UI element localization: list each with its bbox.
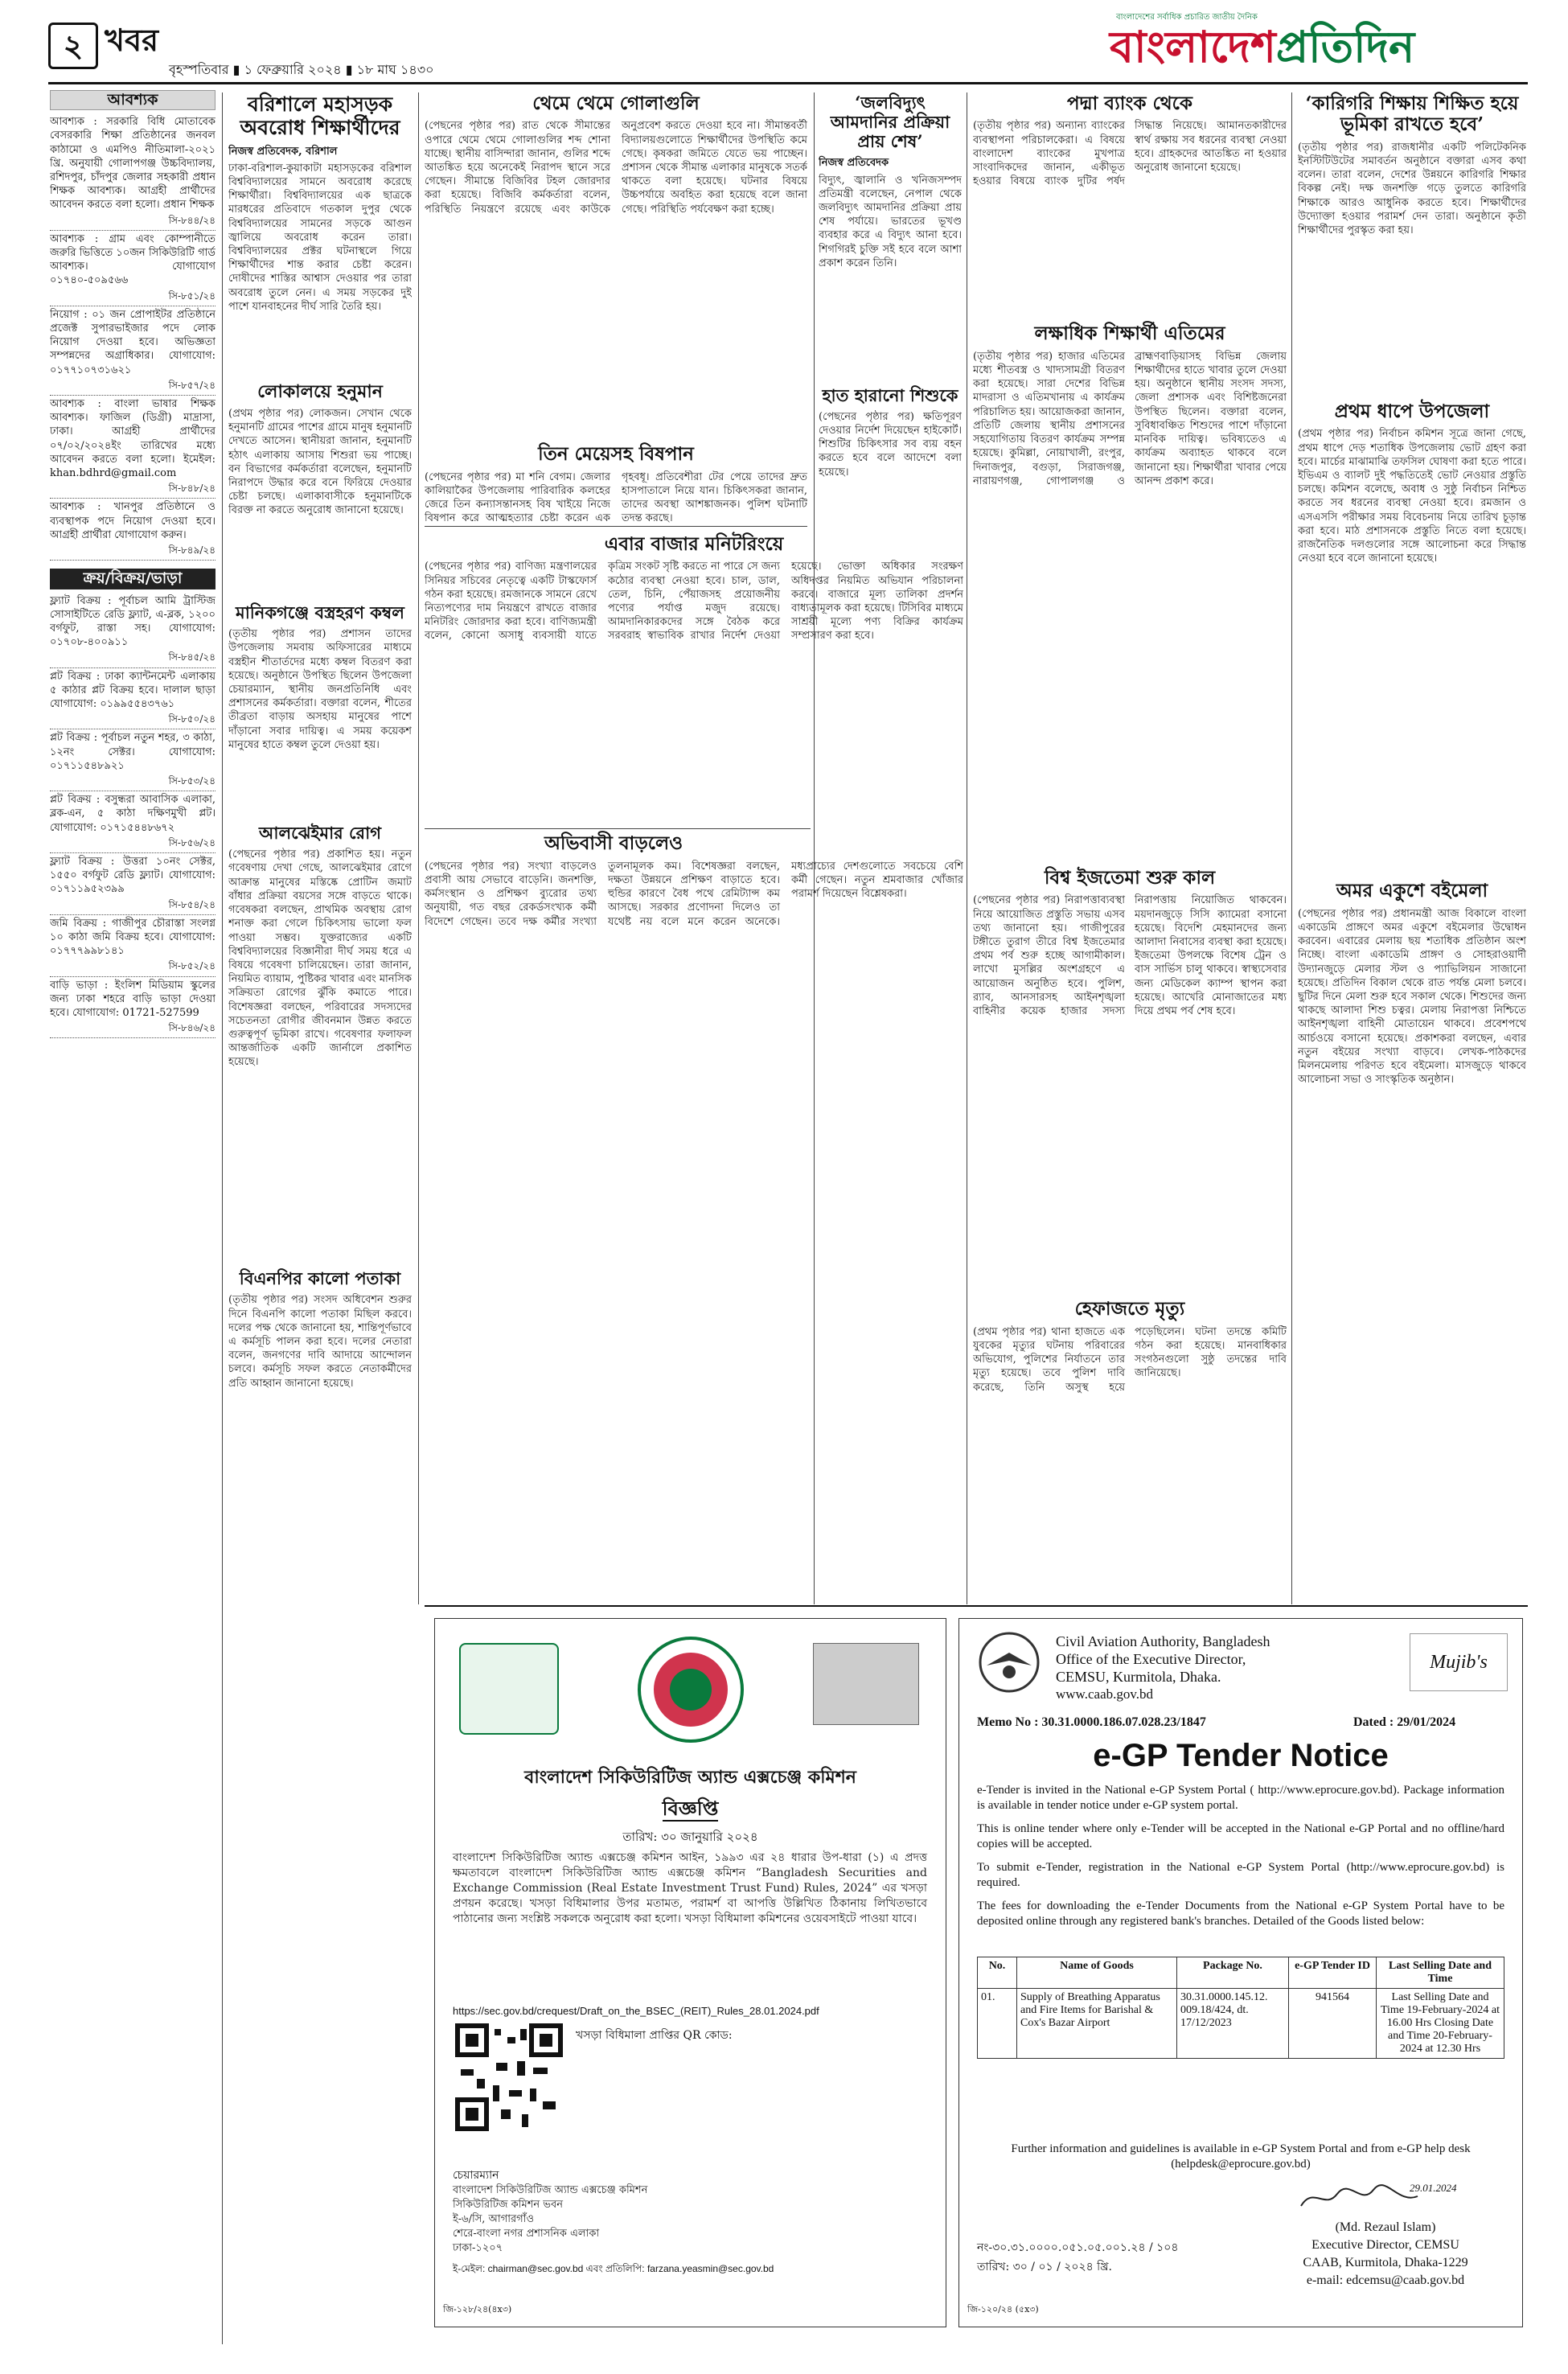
headline-tin-mese: তিন মেয়েসহ বিষপান (538, 443, 694, 466)
classified-ad: নিয়োগ : ০১ জন প্রোপাইটর প্রতিষ্ঠানে প্রজেক্ট সুপারভাইজার পদে লোক নিয়োগ দেওয়া হবে। অভিজ্ঞতা সম্পন্নদের অগ্রাধিকার। যোগাযোগ: ০১৭৭১০৭৩১৬২১ সি-৮৫৭/২৪ (50, 306, 215, 396)
article-text: (প্রথম পৃষ্ঠার পর) থানা হাজতে এক যুবকের মৃত্যুর ঘটনায় পরিবারের অভিযোগ, পুলিশের নির্যাতনে তার মৃত্যু হয়েছে। তবে পুলিশ দাবি করেছে, তিনি অসুস্থ হয়ে পড়েছিলেন। ঘটনা তদন্তে কমিটি গঠন করা হয়েছে। মানবাধিকার সংগঠনগুলো সুষ্ঠু তদন্তের দাবি জানিয়েছে। (973, 1325, 1287, 1394)
classified-ad: প্লট বিক্রয় : ঢাকা ক্যান্টনমেন্ট এলাকায় ৫ কাঠার প্লট বিক্রয় হবে। দালাল ছাড়া যোগাযোগ: ০১৯৯৫৫৪৩৭৬১ সি-৮৫০/২৪ (50, 668, 215, 730)
ads-list-1 (50, 113, 215, 561)
news-column-2 (228, 90, 412, 1602)
classified-ad: আবশ্যক : বাংলা ভাষার শিক্ষক আবশ্যক। ফাজিল (ডিগ্রী) মাদ্রাসা, ঢাকা। আগ্রহী প্রার্থীদের ০৭/০২/২০২৪ইং তারিখের মধ্যে আবেদন করতে বলা হলো। ইমেইল: khan.bdhrd@gmail.com সি-৮৪৮/২৪ (50, 396, 215, 499)
table-cell: 30.31.0000.145.12. 009.18/424, dt. 17/12/2023 (1177, 1989, 1289, 2059)
mujib-logo-text: Mujib's (1430, 1652, 1488, 1673)
tender-table (977, 1957, 1504, 2059)
signature-icon (1297, 2182, 1426, 2214)
caab-emblem (977, 1630, 1041, 1694)
signature-graphic (1297, 2182, 1426, 2214)
masthead-name-2: প্রতিদিন (1275, 22, 1415, 72)
bsec-title-text: বিজ্ঞপ্তি (662, 1797, 719, 1820)
headline-bazar: এবার বাজার মনিটরিংয়ে (604, 533, 784, 555)
headline-lokkhadhik: লক্ষাধিক শিক্ষার্থী এতিমের (1034, 322, 1225, 345)
table-row (978, 1989, 1504, 2059)
col-header: Last Selling Date and Time (1377, 1957, 1504, 1989)
column-rule (418, 92, 419, 1604)
article-text: ঢাকা-বরিশাল-কুয়াকাটা মহাসড়কের বরিশাল বিশ্ববিদ্যালয়ের সামনে অবরোধ করেছে শিক্ষার্থীরা। বিশ্ববিদ্যালয়ের এক ছাত্রকে মারধরের প্রতিবাদে গতকাল দুপুর থেকে বিশ্ববিদ্যালয়ের সামনের সড়কে আগুন জ্বালিয়ে অবরোধ করেন তারা। বিশ্ববিদ্যালয়ের প্রক্টর ঘটনাস্থলে গিয়ে শিক্ষার্থীদের শান্ত করার চেষ্টা করেন। দোষীদের শাস্তির আশ্বাস দেওয়ার পর তারা অবরোধ তুলে নেন। এ সময় সড়কের দুই পাশে যানবাহনের দীর্ঘ সারি তৈরি হয়। (228, 162, 412, 313)
article-text: (প্রথম পৃষ্ঠার পর) নির্বাচন কমিশন সূত্রে জানা গেছে, প্রথম ধাপে দেড় শতাধিক উপজেলায় ভোট গ্রহণ করা হবে। মার্চের মাঝামাঝি তফসিল ঘোষণা করা হতে পারে। ইভিএম ও ব্যালট দুই পদ্ধতিতেই ভোট নেওয়ার প্রস্তুতি চলছে। কমিশন বলেছে, অবাধ ও সুষ্ঠু নির্বাচন নিশ্চিত করতে সব ধরনের ব্যবস্থা নেওয়া হবে। রমজান ও এসএসসি পরীক্ষার সময় বিবেচনায় নিয়ে তারিখ চূড়ান্ত করা হবে। মাঠ প্রশাসনকে প্রস্তুতি নিতে বলা হয়েছে। রাজনৈতিক দলগুলোর সঙ্গে আলোচনা করে সিদ্ধান্ত নেওয়া হবে বলে জানানো হয়েছে। (1298, 428, 1526, 565)
tender-para-2: This is online tender where only e-Tender will be accepted in the National e-GP Portal and no offline/hard copies will be accepted. (977, 1822, 1504, 1850)
bsec-date: তারিখ: ৩০ জানুয়ারি ২০২৪ (622, 1830, 758, 1844)
classifieds-heading: আবশ্যক (50, 90, 215, 110)
header-rule (48, 82, 1528, 84)
tender-notice (958, 1618, 1523, 2327)
headline-karigori: ‘কারিগরি শিক্ষায় শিক্ষিত হয়ে ভূমিকা রাখতে হবে’ (1305, 92, 1519, 136)
news-column-6 (1298, 90, 1526, 1602)
byline: নিজস্ব প্রতিবেদক, বরিশাল (228, 145, 338, 158)
tender-footer: Further information and guidelines is available in e-GP System Portal and from e-GP help desk (helpdesk@eprocure.gov.bd) (1011, 2142, 1471, 2171)
bsec-body: বাংলাদেশ সিকিউরিটিজ অ্যান্ড এক্সচেঞ্জ কমিশন আইন, ১৯৯৩ এর ২৪ ধারার উপ-ধারা (১) এ প্রদত্ত ক্ষমতাবলে বাংলাদেশ সিকিউরিটিজ অ্যান্ড এক্সচেঞ্জ কমিশন “Bangladesh Securities and Exchange Commission (Real Estate Investment Trust Fund) Rules, 2024” এর খসড়া প্রণয়ন করেছে। খসড়া বিধিমালার উপর মতামত, পরামর্শ বা আপত্তি উল্লিখিত ঠিকানায় লিখিতভাবে পাঠানোর জন্য সংশ্লিষ্ট সকলকে অনুরোধ করা হলো। খসড়া বিধিমালা কমিশনের ওয়েবসাইটে পাওয়া যাবে। (453, 1851, 927, 1925)
signer-email: e-mail: edcemsu@caab.gov.bd (1306, 2273, 1465, 2287)
headline-padma: পদ্মা ব্যাংক থেকে (1066, 92, 1193, 114)
page-number-box (48, 23, 98, 69)
col-header: No. (978, 1957, 1017, 1989)
news-column-5 (973, 90, 1287, 1602)
tender-ref-no: নং-৩০.৩১.০০০০.০৫১.০৫.০০১.২৪ / ১০৪ (977, 2241, 1179, 2254)
classified-ad: আবশ্যক : সরকারি বিধি মোতাবেক বেসরকারি শিক্ষা প্রতিষ্ঠানের জনবল কাঠামো ও এমপিও নীতিমালা-২০২১ খ্রি. অনুযায়ী গোলাপগঞ্জ উচ্চবিদ্যালয়, রশিদপুর, চাঁদপুর জেলার সহকারী প্রধান শিক্ষক আবশ্যক। আগ্রহী প্রার্থীদের আবেদন করতে বলা হলো। প্রধান শিক্ষক সি-৮৪৪/২৪ (50, 113, 215, 231)
article-text: (তৃতীয় পৃষ্ঠার পর) রাজধানীর একটি পলিটেকনিক ইনস্টিটিউটের সমাবর্তন অনুষ্ঠানে বক্তারা এসব কথা বলেন। তারা বলেন, দেশের উন্নয়নে কারিগরি শিক্ষার বিকল্প নেই। দক্ষ জনশক্তি গড়ে তুলতে কারিগরি শিক্ষাকে আরও আধুনিক করতে হবে। শিক্ষার্থীদের উদ্যোক্তা হওয়ার পরামর্শ দেন তারা। অনুষ্ঠানে কৃতী শিক্ষার্থীদের পুরস্কৃত করা হয়। (1298, 141, 1526, 237)
article-text: (পেছনের পৃষ্ঠার পর) মা শনি বেগম। জেলার কালিয়াকৈর উপজেলায় পারিবারিক কলহের জেরে তিন কন্যাসন্তানসহ বিষ খাইয়ে নিজে বিষপান করে আত্মহত্যার চেষ্টা করেন এক গৃহবধূ। প্রতিবেশীরা টের পেয়ে তাদের দ্রুত হাসপাতালে নিয়ে যান। চিকিৎসকরা জানান, তাদের অবস্থা আশঙ্কাজনক। পুলিশ ঘটনাটি তদন্ত করছে। (425, 470, 807, 524)
table-cell: 01. (978, 1989, 1017, 2059)
headline-hefajot: হেফাজতে মৃত্যু (1074, 1298, 1185, 1320)
col-header: e-GP Tender ID (1289, 1957, 1377, 1989)
article-text: (পেছনের পৃষ্ঠার পর) রাত থেকে সীমান্তের ওপারে থেমে থেমে গোলাগুলির শব্দ শোনা যাচ্ছে। স্থানীয় বাসিন্দারা জানান, গুলির শব্দে আতঙ্কিত হয়ে অনেকেই নিরাপদ স্থানে সরে গেছেন। সীমান্তে বিজিবির টহল জোরদার করা হয়েছে। বিজিবি কর্মকর্তারা বলেন, পরিস্থিতি নিয়ন্ত্রণে রয়েছে এবং কাউকে অনুপ্রবেশ করতে দেওয়া হবে না। সীমান্তবর্তী বিদ্যালয়গুলোতে শিক্ষার্থীদের উপস্থিতি কমে গেছে। কৃষকরা জমিতে যেতে ভয় পাচ্ছেন। প্রশাসন থেকে সীমান্ত এলাকার মানুষকে সতর্ক থাকতে বলা হয়েছে। ঘটনার বিষয়ে উচ্চপর্যায়ে অবহিত করা হয়েছে বলে জানা গেছে। পরিস্থিতি পর্যবেক্ষণ করা হচ্ছে। (425, 120, 807, 216)
tender-para-1: e-Tender is invited in the National e-GP System Portal ( http://www.eprocure.gov.bd). Package information is available in tender notice under e-GP system portal. (977, 1784, 1504, 1812)
headline-boimela: অমর একুশে বইমেলা (1336, 880, 1488, 902)
ad-section-rule (425, 1605, 1528, 1607)
tender-ad-code: জি-১২০/২৪ (৫x৩) (967, 2304, 1039, 2314)
headline-manikganj: মানিকগঞ্জে বস্ত্রহরণ কম্বল (236, 602, 404, 622)
classifieds-column (50, 90, 215, 2342)
tender-dated: Dated : 29/01/2024 (1353, 1715, 1456, 1729)
article-text: (তৃতীয় পৃষ্ঠার পর) সংসদ অধিবেশন শুরুর দিনে বিএনপি কালো পতাকা মিছিল করবে। দলের পক্ষ থেকে জানানো হয়, শান্তিপূর্ণভাবে এ কর্মসূচি পালন করা হবে। দলের নেতারা বলেন, জনগণের দাবি আদায়ে আন্দোলন চলবে। কর্মসূচি সফল করতে নেতাকর্মীদের প্রতি আহ্বান জানানো হয়েছে। (228, 1294, 412, 1390)
tender-para-4: The fees for downloading the e-Tender Documents from the National e-GP System Portal have to be deposited online through any registered bank's branches. Detailed of the Goods listed below: (977, 1900, 1504, 1928)
article-text: (তৃতীয় পৃষ্ঠার পর) হাজার এতিমের মধ্যে শীতবস্ত্র ও খাদ্যসামগ্রী বিতরণ করা হয়েছে। সারা দেশের বিভিন্ন মাদরাসা ও এতিমখানায় এ কার্যক্রম পরিচালিত হয়। আয়োজকরা জানান, প্রতিটি জেলায় স্থানীয় প্রশাসনের সহযোগিতায় বিতরণ কার্যক্রম সম্পন্ন হয়েছে। কুমিল্লা, নোয়াখালী, রংপুর, দিনাজপুর, বগুড়া, সিরাজগঞ্জ, নারায়ণগঞ্জ, গোপালগঞ্জ ও ব্রাহ্মণবাড়িয়াসহ বিভিন্ন জেলায় শিক্ষার্থীদের হাতে খাবার তুলে দেওয়া হয়। অনুষ্ঠানে স্থানীয় সংসদ সদস্য, জেলা প্রশাসক এবং বিশিষ্টজনেরা উপস্থিত ছিলেন। বক্তারা বলেন, সুবিধাবঞ্চিত শিশুদের পাশে দাঁড়ানো মানবিক দায়িত্ব। ভবিষ্যতেও এ কার্যক্রম অব্যাহত থাকবে বলে জানানো হয়। শিক্ষার্থীরা খাবার পেয়ে আনন্দ প্রকাশ করে। (973, 350, 1287, 487)
qr-code-icon (453, 2021, 565, 2134)
table-header-row (978, 1957, 1504, 1989)
table-cell: Supply of Breathing Apparatus and Fire Items for Barishal & Cox's Bazar Airport (1017, 1989, 1177, 2059)
classified-ad: ফ্ল্যাট বিক্রয় : উত্তরা ১০নং সেক্টর, ১৫৫০ বর্গফুট রেডি ফ্ল্যাট। যোগাযোগ: ০১৭১১৯৫২৩৯৯ সি-৮৫৪/২৪ (50, 853, 215, 915)
headline-ijtema: বিশ্ব ইজতেমা শুরু কাল (1044, 866, 1216, 889)
bsec-sign-role: চেয়ারম্যান (453, 2169, 499, 2182)
bsec-logo-icon (634, 1633, 747, 1746)
headline-alzheimer: আলঝেইমার রোগ (259, 823, 381, 844)
mujib-logo-icon (459, 1643, 559, 1735)
tender-org-3: CEMSU, Kurmitola, Dhaka. (1056, 1669, 1221, 1685)
classified-ad: ফ্ল্যাট বিক্রয় : পূর্বাচল আমি ট্রাস্টিজ সোসাইটিতে রেডি ফ্ল্যাট, এ-ব্লক, ১২০০ বর্গফুট, রাস্তা সহ। যোগাযোগ: ০১৭০৮-৪০০৯১১ সি-৮৪৫/২৪ (50, 593, 215, 668)
signer-name: (Md. Rezaul Islam) (1335, 2220, 1436, 2234)
table-cell: 941564 (1289, 1989, 1377, 2059)
article-text: (পেছনের পৃষ্ঠার পর) নিরাপত্তাব্যবস্থা নিয়ে আয়োজিত প্রস্তুতি সভায় এসব তথ্য জানানো হয়। গাজীপুরের টঙ্গীতে তুরাগ তীরে বিশ্ব ইজতেমার প্রথম পর্ব শুরু হচ্ছে আগামীকাল। লাখো মুসল্লির অংশগ্রহণে এ আয়োজন অনুষ্ঠিত হবে। পুলিশ, র‍্যাব, আনসারসহ আইনশৃঙ্খলা বাহিনীর কয়েক হাজার সদস্য নিরাপত্তায় নিয়োজিত থাকবেন। ময়দানজুড়ে সিসি ক্যামেরা বসানো হয়েছে। বিদেশি মেহমানদের জন্য আলাদা নিবাসের ব্যবস্থা করা হয়েছে। ইজতেমা উপলক্ষে বিশেষ ট্রেন ও বাস সার্ভিস চালু থাকবে। স্বাস্থ্যসেবার জন্য মেডিকেল ক্যাম্প স্থাপন করা হয়েছে। আখেরি মোনাজাতের মধ্য দিয়ে প্রথম পর্ব শেষ হবে। (973, 894, 1287, 1017)
caab-logo-icon (977, 1630, 1041, 1694)
article-rule (425, 828, 811, 829)
page-number: ২ (63, 27, 84, 64)
column-rule (222, 92, 223, 2344)
headline-lokalaye: লোকালয়ে হনুমান (257, 380, 383, 402)
classified-ad: প্লট বিক্রয় : পূর্বাচল নতুন শহর, ৩ কাঠা, ১২নং সেক্টর। যোগাযোগ: ০১৭১১৫৪৮৯২১ সি-৮৫৩/২৪ (50, 729, 215, 791)
bsec-org: বাংলাদেশ সিকিউরিটিজ অ্যান্ড এক্সচেঞ্জ কমিশন (524, 1767, 856, 1788)
table-cell: Last Selling Date and Time 19-February-2024 at 16.00 Hrs Closing Date and Time 20-February-2024 at 12.30 Hrs (1377, 1989, 1504, 2059)
section-name: খবর (105, 22, 159, 58)
tender-title: e-GP Tender Notice (1093, 1738, 1389, 1773)
classified-ad: আবশ্যক : খানপুর প্রতিষ্ঠানে ও ব্যবস্থাপক পদে নিয়োগ দেওয়া হবে। আগ্রহী প্রার্থীরা যোগাযোগ করুন। সি-৮৪৯/২৪ (50, 499, 215, 561)
masthead (1110, 11, 1528, 76)
headline-barishal: বরিশালে মহাসড়ক অবরোধ শিক্ষার্থীদের (240, 92, 400, 139)
bsec-emblem (634, 1633, 747, 1746)
headline-bnp: বিএনপির কালো পতাকা (239, 1268, 401, 1289)
headline-upojela: প্রথম ধাপে উপজেলা (1334, 400, 1490, 422)
qr-code-graphic (453, 2021, 565, 2134)
bsec-email: ই-মেইল: chairman@sec.gov.bd এবং প্রতিলিপি: farzana.yeasmin@sec.gov.bd (453, 2263, 774, 2274)
tender-org-1: Civil Aviation Authority, Bangladesh (1056, 1633, 1270, 1649)
classified-ad: আবশ্যক : গ্রাম এবং কোম্পানীতে জরুরি ভিত্তিতে ১০জন সিকিউরিটি গার্ড আবশ্যক। যোগাযোগ ০১৭৪০-৫০৯৫৬৬ সি-৮৫১/২৪ (50, 231, 215, 306)
signer-role: Executive Director, CEMSU (1311, 2238, 1459, 2252)
tender-table-wrap (977, 1957, 1504, 2059)
ads-list-2 (50, 593, 215, 1039)
article-text: (পেছনের পৃষ্ঠার পর) সংখ্যা বাড়লেও প্রবাসী আয় সেভাবে বাড়েনি। জনশক্তি, কর্মসংস্থান ও প্রশিক্ষণ ব্যুরোর তথ্য অনুযায়ী, গত বছর রেকর্ডসংখ্যক কর্মী বিদেশে গেছেন। তবে দক্ষ কর্মীর সংখ্যা তুলনামূলক কম। বিশেষজ্ঞরা বলছেন, দক্ষতা উন্নয়নে প্রশিক্ষণ বাড়াতে হবে। হুন্ডির কারণে বৈধ পথে রেমিট্যান্স কম আসছে। সরকার প্রণোদনা দিলেও তা যথেষ্ট নয় বলে মনে করেন অনেকে। মধ্যপ্রাচ্যের দেশগুলোতে সবচেয়ে বেশি কর্মী গেছেন। নতুন শ্রমবাজার খোঁজার পরামর্শ দিয়েছেন বিশ্লেষকরা। (425, 860, 963, 928)
mujib-year-logo (1410, 1633, 1508, 1691)
sign-date: 29.01.2024 (1410, 2182, 1457, 2194)
bsec-qr-label: খসড়া বিধিমালা প্রাপ্তির QR কোড: (576, 2029, 733, 2042)
signer-addr: CAAB, Kurmitola, Dhaka-1229 (1303, 2256, 1468, 2269)
news-column-3 (425, 90, 807, 524)
masthead-name-1: বাংলাদেশ (1110, 22, 1276, 72)
news-column-4 (819, 90, 962, 524)
article-text: (পেছনের পৃষ্ঠার পর) ক্ষতিপূরণ দেওয়ার নির্দেশ দিয়েছেন হাইকোর্ট। শিশুটির চিকিৎসার সব ব্যয় বহন করতে হবে বলে আদেশে বলা হয়েছে। (819, 410, 962, 478)
classified-ad: প্লট বিক্রয় : বসুন্ধরা আবাসিক এলাকা, ব্লক-এন, ৫ কাঠা দক্ষিণমুখী প্লট। যোগাযোগ: ০১৭১৫৪৪৮৬৭২ সি-৮৫৬/২৪ (50, 791, 215, 853)
news-column-3b (425, 531, 963, 1126)
article-text: (পেছনের পৃষ্ঠার পর) প্রকাশিত হয়। নতুন গবেষণায় দেখা গেছে, আলঝেইমার রোগে আক্রান্ত মানুষের মস্তিষ্কে প্রোটিন জমাট বাঁধার প্রক্রিয়া বয়সের সঙ্গে বাড়তে থাকে। গবেষকরা বলছেন, প্রাথমিক অবস্থায় রোগ শনাক্ত করা গেলে চিকিৎসায় ভালো ফল পাওয়া সম্ভব। যুক্তরাজ্যের একটি বিশ্ববিদ্যালয়ের বিজ্ঞানীরা দীর্ঘ সময় ধরে এ বিষয়ে গবেষণা চালিয়েছেন। তারা জানান, নিয়মিত ব্যায়াম, পুষ্টিকর খাবার এবং মানসিক সক্রিয়তা রোগের ঝুঁকি কমাতে পারে। বিশেষজ্ঞরা বলছেন, পরিবারের সদস্যদের সচেতনতা রোগীর জীবনমান উন্নত করতে গুরুত্বপূর্ণ ভূমিকা রাখে। গবেষণার ফলাফল আন্তর্জাতিক একটি জার্নালে প্রকাশিত হয়েছে। (228, 848, 412, 1069)
bsec-address: বাংলাদেশ সিকিউরিটিজ অ্যান্ড এক্সচেঞ্জ কমিশন সিকিউরিটিজ কমিশন ভবন ই-৬/সি, আগারগাঁও শেরে-বাংলা নগর প্রশাসনিক এলাকা ঢাকা-১২০৭ (453, 2184, 648, 2254)
byline: নিজস্ব প্রতিবেদক (819, 157, 889, 170)
classified-ad: জমি বিক্রয় : গাজীপুর চৌরাস্তা সংলগ্ন ১০ কাঠা জমি বিক্রয় হবে। যোগাযোগ: ০১৭৭৭৯৯৮১৪১ সি-৮৫২/২৪ (50, 915, 215, 977)
classifieds-heading-sale: ক্রয়/বিক্রয়/ভাড়া (50, 569, 215, 589)
tender-para-3: To submit e-Tender, registration in the National e-GP System Portal (http://www.eprocure.gov.bd) is required. (977, 1861, 1504, 1889)
page-header (48, 13, 1528, 79)
bsec-title (435, 1794, 946, 1826)
headline-goli: থেমে থেমে গোলাগুলি (532, 92, 700, 114)
portrait-icon (813, 1643, 919, 1725)
article-text: (তৃতীয় পৃষ্ঠার পর) অন্যান্য ব্যাংকের ব্যবস্থাপনা পরিচালকেরা। এ বিষয়ে বাংলাদেশ ব্যাংকের মুখপাত্র সাংবাদিকদের জানান, একীভূত হওয়ার বিষয়ে ব্যাংক দুটির পর্ষদ সিদ্ধান্ত নিয়েছে। আমানতকারীদের স্বার্থ রক্ষায় সব ধরনের ব্যবস্থা নেওয়া হবে। গ্রাহকদের আতঙ্কিত না হওয়ার অনুরোধ জানানো হয়েছে। (973, 120, 1287, 188)
col-header: Package No. (1177, 1957, 1289, 1989)
article-text: (প্রথম পৃষ্ঠার পর) লোকজন। সেখান থেকে হনুমানটি গ্রামের পাশের গ্রামে মানুষ হনুমানটি দেখতে আসেন। স্থানীয়রা জানান, হনুমানটি হঠাৎ এলাকায় আসায় শিশুরা ভয় পাচ্ছে। বন বিভাগের কর্মকর্তারা বলেছেন, হনুমানটি নিরাপদে উদ্ধার করে বনে ফিরিয়ে দেওয়ার চেষ্টা চলছে। এলাকাবাসীকে হনুমানটিকে বিরক্ত না করতে অনুরোধ জানানো হয়েছে। (228, 408, 412, 517)
tender-memo: Memo No : 30.31.0000.186.07.028.23/1847 (977, 1715, 1206, 1729)
col-header: Name of Goods (1017, 1957, 1177, 1989)
article-text: (তৃতীয় পৃষ্ঠার পর) প্রশাসন তাদের উপজেলায় সমবায় অফিসারের মাধ্যমে বস্ত্রহীন শীতার্তদের মধ্যে কম্বল বিতরণ করা হয়েছে। অনুষ্ঠানে উপস্থিত ছিলেন উপজেলা চেয়ারম্যান, স্থানীয় জনপ্রতিনিধি এবং প্রশাসনের কর্মকর্তারা। বক্তারা বলেন, শীতের তীব্রতা বাড়ায় অসহায় মানুষের পাশে দাঁড়ানো সবার দায়িত্ব। এ সময় কয়েকশ মানুষের হাতে কম্বল তুলে দেওয়া হয়। (228, 628, 412, 751)
tender-website[interactable]: www.caab.gov.bd (1056, 1686, 1154, 1702)
article-rule (425, 526, 807, 527)
bsec-ad-code: জি-১২৮/২৪(৪x৩) (443, 2304, 512, 2314)
headline-hat: হাত হারানো শিশুকে (822, 384, 958, 405)
column-rule (1291, 92, 1292, 1604)
masthead-tagline: বাংলাদেশের সর্বাধিক প্রচারিত জাতীয় দৈনিক (1116, 13, 1258, 22)
masthead-logo (1110, 23, 1414, 72)
article-text: (পেছনের পৃষ্ঠার পর) বাণিজ্য মন্ত্রণালয়ের সিনিয়র সচিবের নেতৃত্বে একটি টাস্কফোর্স গঠন করা হয়েছে। রমজানকে সামনে রেখে নিত্যপণ্যের দাম নিয়ন্ত্রণে রাখতে বাজার মনিটরিং জোরদার করা হবে। বাণিজ্যমন্ত্রী বলেন, কোনো অসাধু ব্যবসায়ী যাতে কৃত্রিম সংকট সৃষ্টি করতে না পারে সে জন্য কঠোর ব্যবস্থা নেওয়া হবে। চাল, ডাল, তেল, চিনি, পেঁয়াজসহ প্রয়োজনীয় পণ্যের পর্যাপ্ত মজুদ রয়েছে। আমদানিকারকদের সঙ্গে বৈঠক করে সরবরাহ স্বাভাবিক রাখার নির্দেশ দেওয়া হয়েছে। ভোক্তা অধিকার সংরক্ষণ অধিদপ্তর নিয়মিত অভিযান পরিচালনা করবে। বাজারে মূল্য তালিকা প্রদর্শন বাধ্যতামূলক করা হয়েছে। টিসিবির মাধ্যমে সাশ্রয়ী মূল্যে পণ্য বিক্রির কার্যক্রম সম্প্রসারণ করা হবে। (425, 561, 963, 643)
date-line: বৃহস্পতিবার ▮ ১ ফেব্রুয়ারি ২০২৪ ▮ ১৮ মাঘ ১৪৩০ (169, 62, 434, 77)
article-text: (পেছনের পৃষ্ঠার পর) প্রধানমন্ত্রী আজ বিকালে বাংলা একাডেমি প্রাঙ্গণে অমর একুশে বইমেলার উদ্বোধন করবেন। এবারের মেলায় ছয় শতাধিক প্রতিষ্ঠান অংশ নিচ্ছে। বাংলা একাডেমি প্রাঙ্গণ ও সোহরাওয়ার্দী উদ্যানজুড়ে মেলার স্টল ও প্যাভিলিয়ন সাজানো হয়েছে। প্রতিদিন বিকাল থেকে রাত পর্যন্ত মেলা চলবে। ছুটির দিনে মেলা শুরু হবে সকাল থেকে। শিশুদের জন্য থাকছে আলাদা শিশু চত্বর। মেলায় নিরাপত্তা নিশ্চিতে আইনশৃঙ্খলা বাহিনী মোতায়েন থাকবে। প্রবেশপথে আর্চওয়ে বসানো হয়েছে। প্রকাশকরা বলছেন, এবার নতুন বইয়ের সংখ্যা বাড়বে। লেখক-পাঠকদের মিলনমেলায় পরিণত হবে বইমেলা। মাসজুড়ে থাকবে আলোচনা সভা ও সাংস্কৃতিক অনুষ্ঠান। (1298, 907, 1526, 1086)
tender-ref-date: তারিখ: ৩০ / ০১ / ২০২৪ খ্রি. (977, 2261, 1112, 2273)
bsec-url[interactable]: https://sec.gov.bd/crequest/Draft_on_the_BSEC_(REIT)_Rules_28.01.2024.pdf (453, 2005, 819, 2017)
article-text: বিদ্যুৎ, জ্বালানি ও খনিজসম্পদ প্রতিমন্ত্রী বলেছেন, নেপাল থেকে জলবিদ্যুৎ আমদানির প্রক্রিয়া প্রায় শেষ পর্যায়ে। ভারতের ভূখণ্ড ব্যবহার করে এ বিদ্যুৎ আনা হবে। শিগগিরই চুক্তি সই হবে বলে আশা প্রকাশ করেন তিনি। (819, 174, 962, 269)
headline-obhibashi: অভিবাসী বাড়লেও (544, 832, 683, 855)
bsec-notice (434, 1618, 946, 2327)
headline-jolbidyut: ‘জলবিদ্যুৎ আমদানির প্রক্রিয়া প্রায় শেষ’ (830, 92, 950, 152)
tender-org-2: Office of the Executive Director, (1056, 1651, 1246, 1667)
classified-ad: বাড়ি ভাড়া : ইংলিশ মিডিয়াম স্কুলের জন্য ঢাকা শহরে বাড়ি ভাড়া দেওয়া হবে। যোগাযোগ: 01721-527599 সি-৮৪৬/২৪ (50, 977, 215, 1039)
